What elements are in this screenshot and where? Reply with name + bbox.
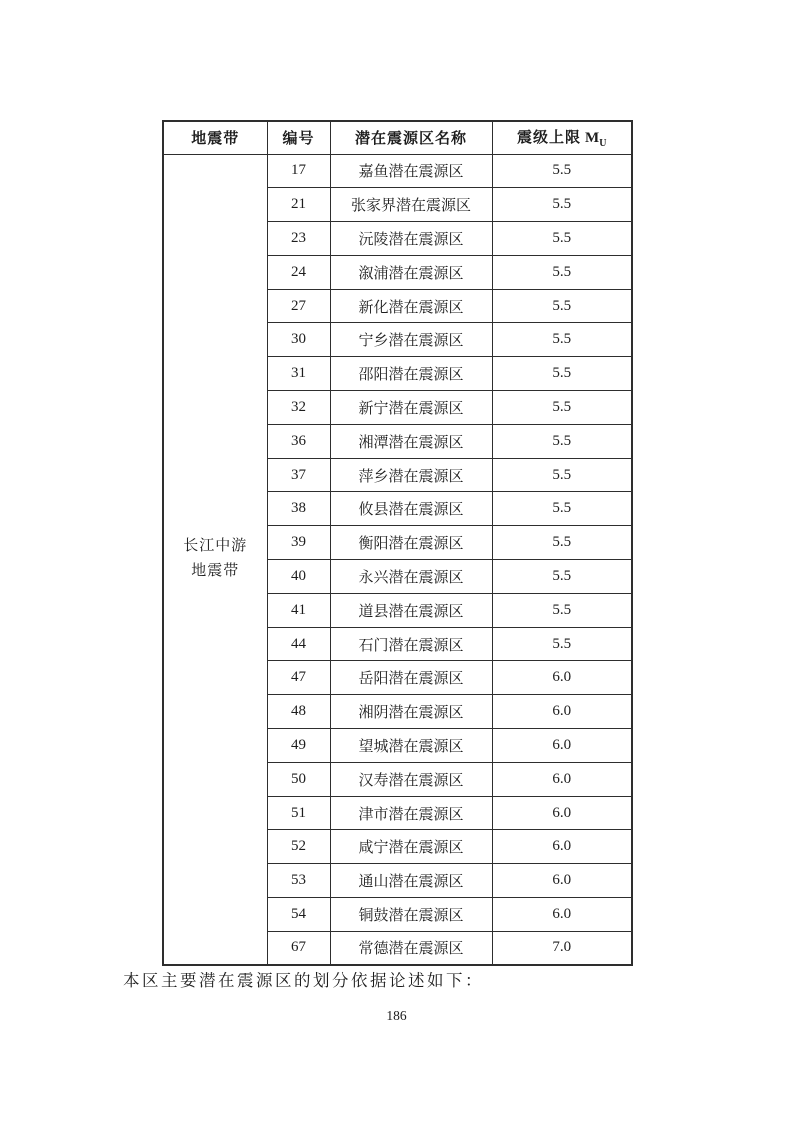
zone-magnitude-limit: 5.5 [492,458,632,492]
zone-magnitude-limit: 6.0 [492,796,632,830]
belt-name-line: 长江中游 [183,537,248,554]
zone-number: 23 [267,222,330,256]
zone-name: 溆浦潜在震源区 [330,255,492,289]
zone-name: 望城潜在震源区 [330,729,492,763]
zone-number: 38 [267,492,330,526]
zone-magnitude-limit: 5.5 [492,560,632,594]
zone-magnitude-limit: 5.5 [492,424,632,458]
zone-name: 攸县潜在震源区 [330,492,492,526]
zone-number: 36 [267,424,330,458]
zone-magnitude-limit: 6.0 [492,898,632,932]
body-paragraph: 本区主要潜在震源区的划分依据论述如下： [123,971,484,990]
zone-magnitude-limit: 6.0 [492,695,632,729]
zone-magnitude-limit: 5.5 [492,357,632,391]
zone-magnitude-limit: 6.0 [492,830,632,864]
page-number: 186 [386,1008,407,1023]
zone-number: 50 [267,762,330,796]
zone-number: 48 [267,695,330,729]
header-number: 编号 [267,121,330,154]
zone-number: 47 [267,661,330,695]
zone-name: 沅陵潜在震源区 [330,222,492,256]
zone-name: 铜鼓潜在震源区 [330,898,492,932]
zone-name: 萍乡潜在震源区 [330,458,492,492]
seismic-source-zone-table [162,120,633,966]
zone-magnitude-limit: 7.0 [492,931,632,965]
zone-name: 通山潜在震源区 [330,864,492,898]
zone-magnitude-limit: 5.5 [492,323,632,357]
zone-name: 张家界潜在震源区 [330,188,492,222]
zone-name: 岳阳潜在震源区 [330,661,492,695]
magnitude-subscript: U [599,138,607,150]
zone-magnitude-limit: 5.5 [492,391,632,425]
zone-name: 永兴潜在震源区 [330,560,492,594]
zone-number: 17 [267,154,330,188]
zone-name: 新化潜在震源区 [330,289,492,323]
zone-name: 津市潜在震源区 [330,796,492,830]
zone-number: 49 [267,729,330,763]
zone-number: 53 [267,864,330,898]
zone-number: 31 [267,357,330,391]
header-seismic-belt: 地震带 [163,121,267,154]
zone-number: 27 [267,289,330,323]
zone-name: 常德潜在震源区 [330,931,492,965]
zone-magnitude-limit: 5.5 [492,255,632,289]
zone-name: 湘潭潜在震源区 [330,424,492,458]
zone-magnitude-limit: 5.5 [492,154,632,188]
zone-magnitude-limit: 5.5 [492,526,632,560]
zone-number: 44 [267,627,330,661]
zone-number: 39 [267,526,330,560]
belt-name-line: 地震带 [191,563,240,580]
zone-number: 24 [267,255,330,289]
zone-name: 宁乡潜在震源区 [330,323,492,357]
zone-magnitude-limit: 5.5 [492,222,632,256]
header-zone-name: 潜在震源区名称 [330,121,492,154]
magnitude-symbol: M [585,130,600,147]
zone-magnitude-limit: 5.5 [492,627,632,661]
zone-number: 40 [267,560,330,594]
zone-number: 51 [267,796,330,830]
zone-name: 道县潜在震源区 [330,593,492,627]
zone-name: 邵阳潜在震源区 [330,357,492,391]
zone-name: 石门潜在震源区 [330,627,492,661]
header-magnitude-limit [492,121,632,154]
zone-number: 41 [267,593,330,627]
zone-number: 67 [267,931,330,965]
zone-name: 嘉鱼潜在震源区 [330,154,492,188]
zone-number: 37 [267,458,330,492]
table-row [163,154,632,188]
zone-number: 32 [267,391,330,425]
zone-magnitude-limit: 6.0 [492,729,632,763]
zone-name: 湘阴潜在震源区 [330,695,492,729]
zone-name: 衡阳潜在震源区 [330,526,492,560]
zone-magnitude-limit: 6.0 [492,762,632,796]
zone-magnitude-limit: 5.5 [492,593,632,627]
zone-number: 21 [267,188,330,222]
zone-magnitude-limit: 5.5 [492,289,632,323]
zone-name: 新宁潜在震源区 [330,391,492,425]
belt-name-cell [163,154,267,965]
zone-number: 52 [267,830,330,864]
zone-magnitude-limit: 5.5 [492,492,632,526]
zone-magnitude-limit: 6.0 [492,661,632,695]
zone-name: 汉寿潜在震源区 [330,762,492,796]
zone-magnitude-limit: 6.0 [492,864,632,898]
table-header-row [163,121,632,154]
zone-magnitude-limit: 5.5 [492,188,632,222]
table-body [163,154,632,965]
magnitude-prefix: 震级上限 [517,130,582,147]
zone-number: 54 [267,898,330,932]
zone-name: 咸宁潜在震源区 [330,830,492,864]
zone-number: 30 [267,323,330,357]
